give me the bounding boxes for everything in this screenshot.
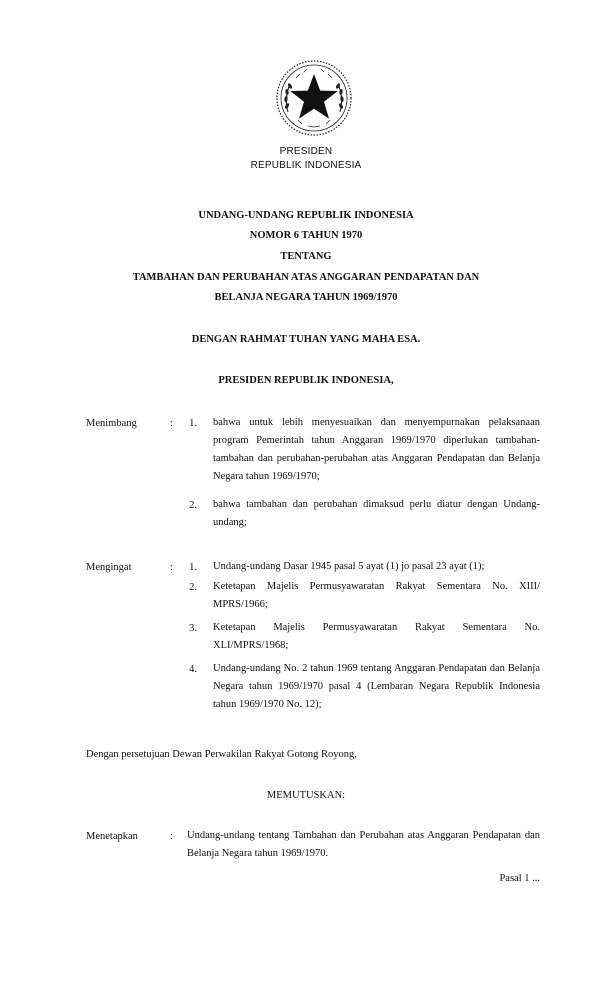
menimbang-item-number: 2. [189, 500, 197, 511]
mengingat-item-text: Ketetapan Majelis Permusyawaratan Rakyat Sementara No. XLI/MPRS/1968; [213, 622, 540, 651]
preamble-grace: DENGAN RAHMAT TUHAN YANG MAHA ESA. [191, 334, 421, 345]
title-subject-line2: BELANJA NEGARA TAHUN 1969/1970 [214, 292, 398, 303]
header-republic: REPUBLIK INDONESIA [250, 160, 362, 171]
menetapkan-label: Menetapkan [86, 831, 138, 842]
mengingat-item-number: 2. [189, 582, 197, 593]
presidential-seal-icon [274, 58, 354, 138]
menimbang-label: Menimbang [86, 418, 137, 429]
decide-heading: MEMUTUSKAN: [266, 790, 346, 801]
mengingat-colon: : [170, 562, 173, 573]
menetapkan-colon: : [170, 831, 173, 842]
mengingat-item-number: 3. [189, 623, 197, 634]
mengingat-label: Mengingat [86, 562, 132, 573]
mengingat-item-text: Ketetapan Majelis Permusyawaratan Rakyat Sementara No. XIII/ MPRS/1966; [213, 581, 540, 610]
approval-statement: Dengan persetujuan Dewan Perwakilan Rakyat Gotong Royong, [86, 749, 357, 760]
continuation-marker: Pasal 1 ... [499, 873, 540, 884]
mengingat-item-text: Undang-undang Dasar 1945 pasal 5 ayat (1) jo pasal 23 ayat (1); [213, 561, 485, 572]
title-subject-line1: TAMBAHAN DAN PERUBAHAN ATAS ANGGARAN PENDAPATAN DAN [132, 272, 480, 283]
mengingat-item-number: 1. [189, 562, 197, 573]
mengingat-item-number: 4. [189, 664, 197, 675]
menimbang-item-text: bahwa untuk lebih menyesuaikan dan menyempurnakan pelaksanaan program Pemerintah tahun Anggaran 1969/1970 diperlukan tambahan-tambahan dan perubahan-perubahan atas Anggaran Pendapatan dan Belanja Negara tahun 1969/1970; [213, 417, 540, 482]
title-number: NOMOR 6 TAHUN 1970 [249, 230, 363, 241]
menimbang-item-text: bahwa tambahan dan perubahan dimaksud perlu diatur dengan Undang-undang; [213, 499, 540, 528]
title-law: UNDANG-UNDANG REPUBLIK INDONESIA [198, 210, 414, 221]
mengingat-item-text: Undang-undang No. 2 tahun 1969 tentang Anggaran Pendapatan dan Belanja Negara tahun 1969/1970 pasal 4 (Lembaran Negara Republik Indonesia tahun 1969/1970 No. 12); [213, 663, 540, 710]
menimbang-item-number: 1. [189, 418, 197, 429]
menetapkan-text: Undang-undang tentang Tambahan dan Perubahan atas Anggaran Pendapatan dan Belanja Negara tahun 1969/1970. [187, 830, 540, 859]
preamble-president: PRESIDEN REPUBLIK INDONESIA, [218, 375, 394, 386]
menimbang-colon: : [170, 418, 173, 429]
header-president: PRESIDEN [279, 146, 333, 157]
title-about: TENTANG [280, 251, 332, 262]
